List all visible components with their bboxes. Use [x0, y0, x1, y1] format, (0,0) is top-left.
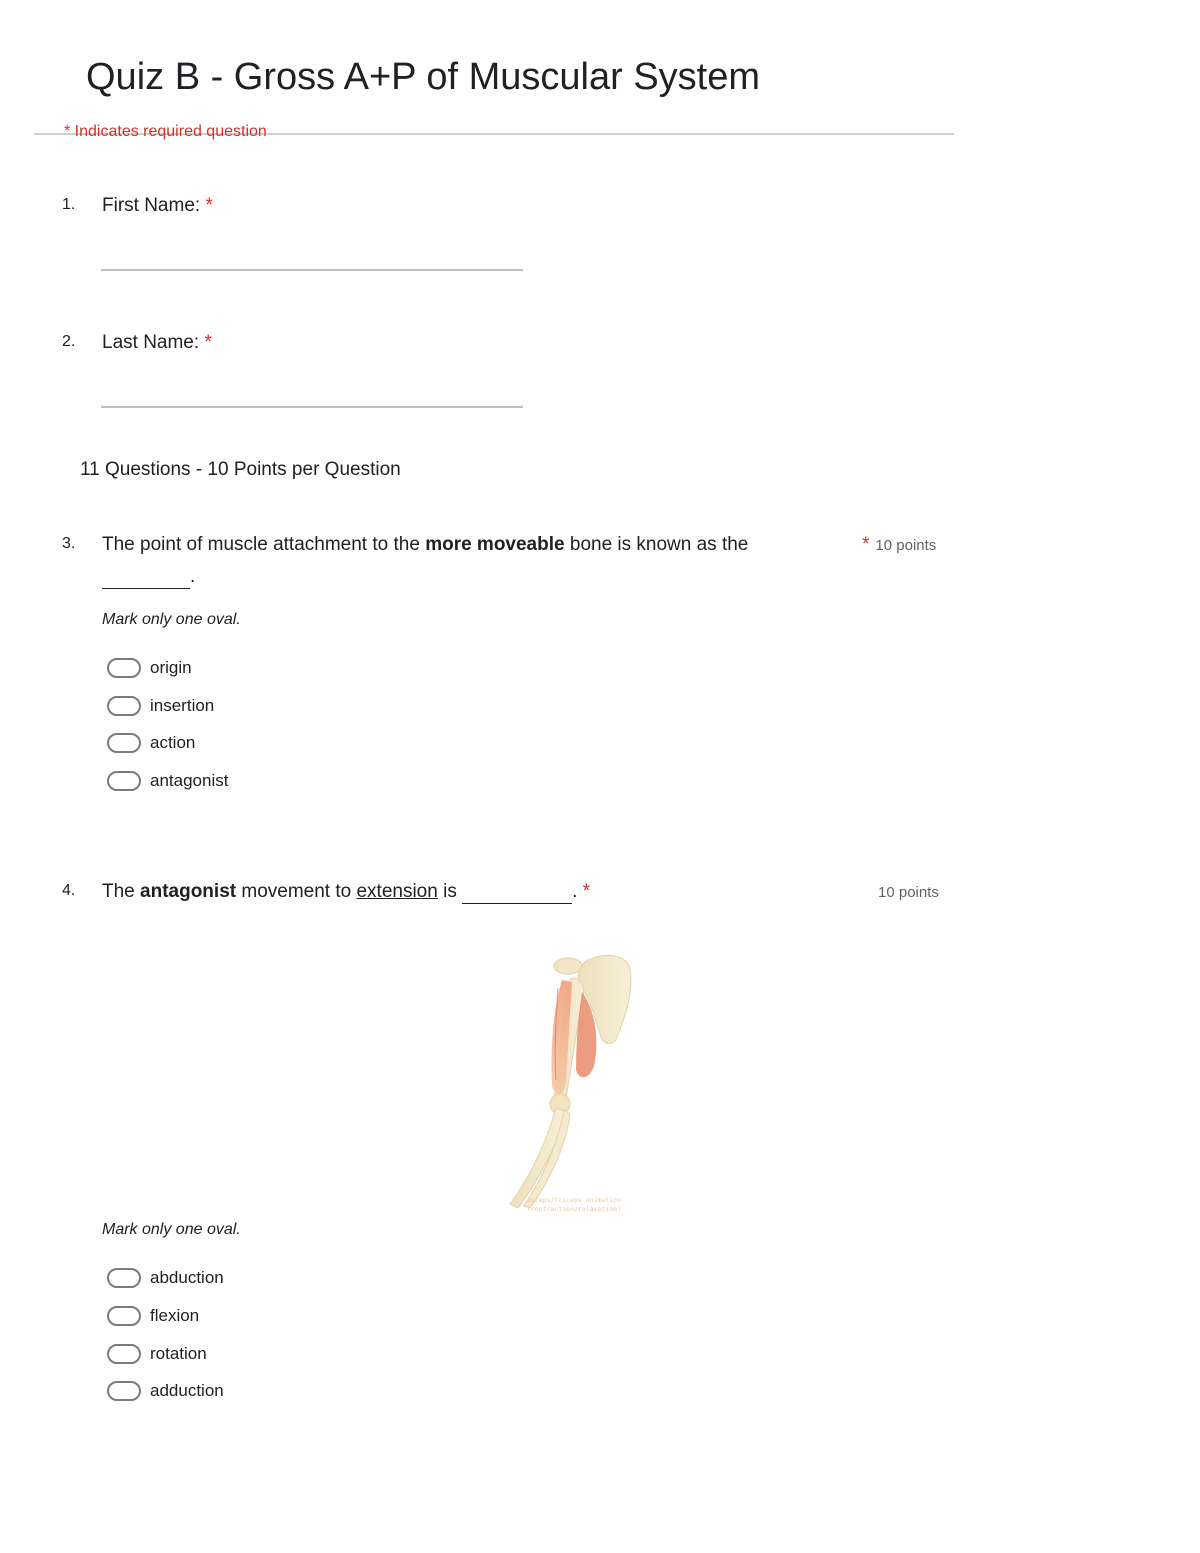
question-text-part: . [190, 566, 196, 587]
radio-oval[interactable] [107, 1381, 141, 1401]
question-text-bold: more moveable [425, 534, 565, 555]
option-label: flexion [150, 1306, 200, 1325]
question-text-part: is [437, 881, 463, 902]
options-list [107, 1264, 224, 1405]
image-caption [504, 1196, 644, 1214]
question-number: 4. [62, 882, 76, 899]
required-asterisk: * [582, 881, 591, 902]
radio-oval[interactable] [107, 696, 141, 716]
question-first-name-label [102, 195, 213, 217]
question-text-part: . [572, 881, 578, 902]
section-title: 11 Questions - 10 Points per Question [80, 459, 401, 480]
radio-oval[interactable] [107, 1268, 141, 1288]
last-name-input[interactable] [101, 406, 523, 408]
required-asterisk: * [204, 332, 212, 353]
radio-oval[interactable] [107, 1344, 141, 1364]
question-number: 3. [62, 535, 76, 552]
option-action[interactable] [107, 729, 228, 757]
option-abduction[interactable] [107, 1264, 224, 1292]
option-label: abduction [150, 1268, 224, 1287]
radio-oval[interactable] [107, 658, 141, 678]
question-label: First Name: [102, 195, 201, 216]
question-last-name-label [102, 332, 212, 354]
question-text-part: bone is known as the [564, 534, 749, 555]
points-label: 10 points [875, 537, 937, 554]
required-asterisk: * [862, 534, 870, 555]
question-text-part: The point of muscle attachment to the [102, 534, 426, 555]
image-caption-line: biceps/triceps animation [527, 1196, 621, 1204]
question-3-blank-line [102, 566, 195, 589]
options-list [107, 654, 228, 795]
answer-blank [102, 566, 190, 589]
option-origin[interactable] [107, 654, 228, 682]
radio-oval[interactable] [107, 1306, 141, 1326]
option-adduction[interactable] [107, 1377, 224, 1405]
points-badge [862, 534, 936, 556]
option-flexion[interactable] [107, 1302, 224, 1330]
form-title: Quiz B - Gross A+P of Muscular System [86, 56, 761, 98]
option-label: adduction [150, 1381, 224, 1400]
arm-muscle-image [496, 948, 646, 1216]
option-antagonist[interactable] [107, 767, 228, 795]
question-number: 1. [62, 196, 76, 213]
required-note: * Indicates required question [64, 123, 267, 140]
question-4-text [102, 881, 590, 904]
radio-oval[interactable] [107, 733, 141, 753]
option-rotation[interactable] [107, 1340, 224, 1368]
answer-blank [462, 881, 572, 904]
option-label: insertion [150, 696, 215, 715]
radio-oval[interactable] [107, 771, 141, 791]
image-caption-line: (contraction/relaxation) [527, 1205, 621, 1213]
mark-one-oval-hint: Mark only one oval. [102, 611, 241, 628]
question-number: 2. [62, 333, 76, 350]
option-label: action [150, 733, 196, 752]
question-text-underlined: extension [356, 881, 438, 902]
option-label: rotation [150, 1344, 207, 1363]
question-text-part: The [102, 881, 141, 902]
question-text-bold: antagonist [140, 881, 237, 902]
question-3-text [102, 534, 748, 556]
question-label: Last Name: [102, 332, 200, 353]
first-name-input[interactable] [101, 269, 523, 271]
option-insertion[interactable] [107, 692, 228, 720]
required-asterisk: * [205, 195, 213, 216]
option-label: antagonist [150, 771, 229, 790]
question-text-part: movement to [236, 881, 357, 902]
arm-muscle-illustration [496, 948, 646, 1216]
option-label: origin [150, 658, 192, 677]
points-label: 10 points [878, 884, 939, 901]
mark-one-oval-hint: Mark only one oval. [102, 1221, 241, 1238]
